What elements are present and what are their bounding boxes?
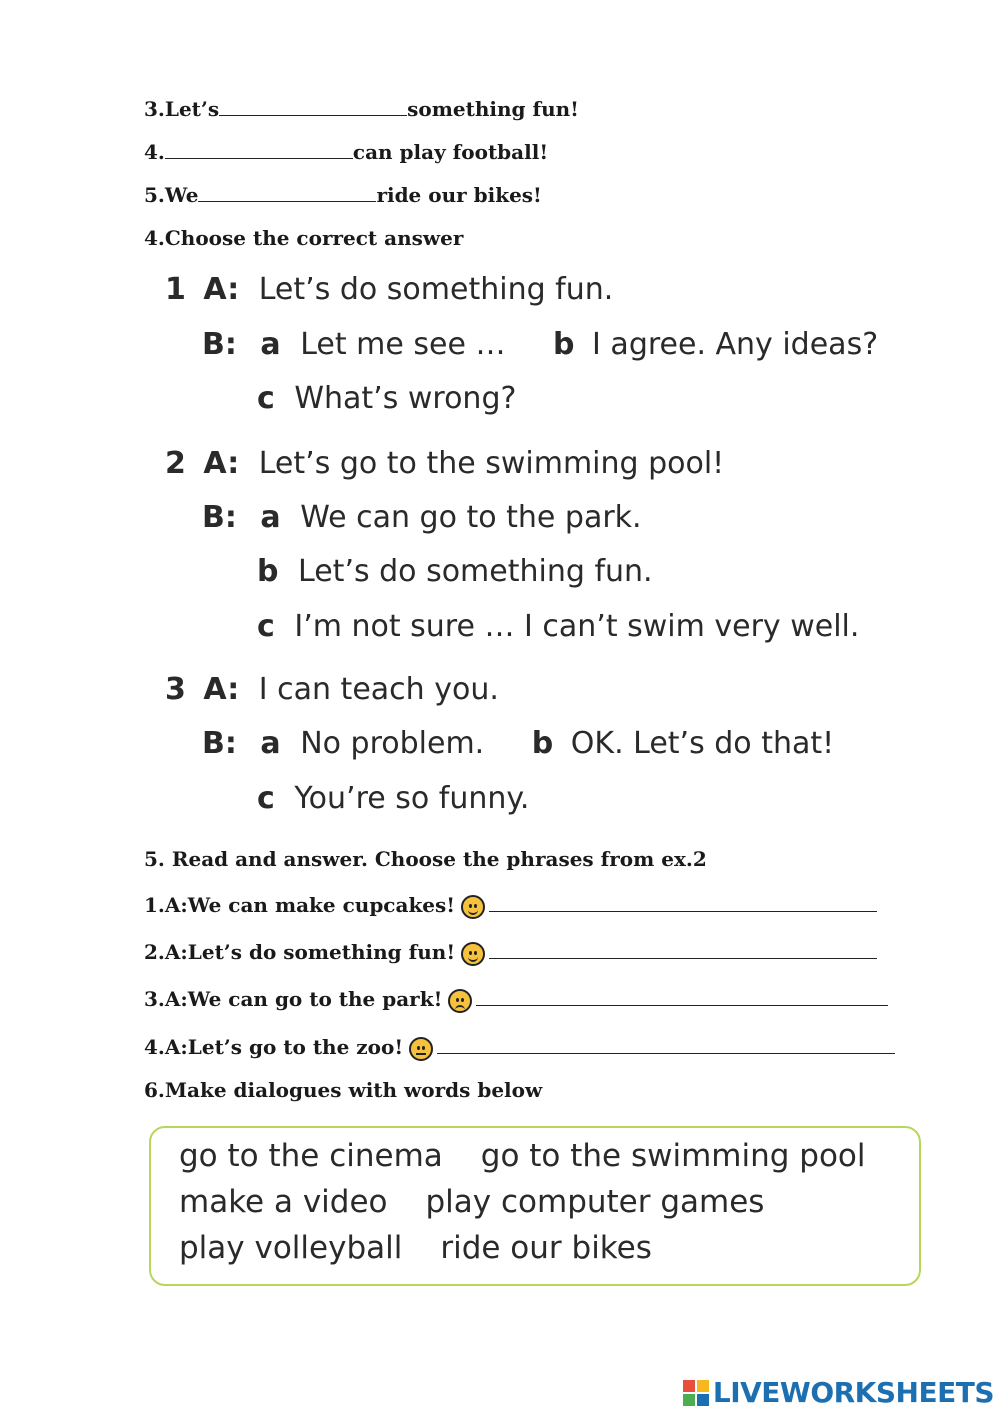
- question-number: 3: [165, 672, 186, 707]
- speaker-b-label: B:: [202, 726, 237, 761]
- fill-in-prefix: 3.Let’s: [144, 97, 220, 121]
- option-text[interactable]: I agree. Any ideas?: [592, 327, 879, 362]
- speaker-a-label: A:: [203, 672, 240, 707]
- question-1-a-line: [165, 272, 613, 307]
- option-letter: a: [260, 327, 281, 362]
- option-text[interactable]: No problem.: [300, 726, 485, 761]
- answer-prompt: 4.A:Let’s go to the zoo!: [144, 1035, 404, 1059]
- option-letter: c: [257, 381, 275, 416]
- neutral-emoji-icon: [409, 1037, 433, 1061]
- option-letter: c: [257, 609, 275, 644]
- option-text[interactable]: OK. Let’s do that!: [570, 726, 835, 761]
- speaker-a-text: Let’s do something fun.: [258, 272, 614, 307]
- option-letter: a: [260, 500, 281, 535]
- word-phrase: make a video: [179, 1184, 388, 1220]
- logo-text: LIVEWORKSHEETS: [712, 1376, 994, 1409]
- option-letter: b: [531, 726, 554, 761]
- option-letter: b: [553, 327, 575, 362]
- question-1-option-c: [257, 381, 516, 416]
- question-1-b-line: [202, 327, 878, 362]
- question-number: 2: [165, 446, 186, 481]
- question-3-b-line: [202, 726, 834, 761]
- question-2-option-b: [257, 554, 653, 589]
- answer-blank[interactable]: [219, 101, 407, 116]
- answer-line-3: [144, 987, 888, 1013]
- answer-prompt: 2.A:Let’s do something fun!: [144, 940, 456, 964]
- speaker-a-text: I can teach you.: [258, 672, 499, 707]
- fill-in-suffix: ride our bikes!: [376, 183, 542, 207]
- speaker-a-label: A:: [203, 272, 240, 307]
- question-2-a-line: [165, 446, 724, 481]
- answer-blank[interactable]: [489, 944, 877, 959]
- word-phrase: go to the cinema: [179, 1138, 443, 1174]
- option-text[interactable]: Let’s do something fun.: [298, 554, 653, 589]
- logo-mark-icon: [683, 1380, 709, 1406]
- option-text[interactable]: You’re so funny.: [294, 781, 530, 816]
- word-phrase: play volleyball: [179, 1230, 403, 1266]
- option-text[interactable]: What’s wrong?: [294, 381, 517, 416]
- speaker-b-label: B:: [202, 327, 237, 362]
- speaker-b-label: B:: [202, 500, 237, 535]
- option-letter: a: [260, 726, 281, 761]
- fill-in-line-4: [144, 140, 548, 164]
- section-6-title: 6.Make dialogues with words below: [144, 1078, 543, 1102]
- question-3-a-line: [165, 672, 499, 707]
- option-letter: b: [257, 554, 279, 589]
- answer-blank[interactable]: [489, 897, 877, 912]
- smile-emoji-icon: [461, 895, 485, 919]
- word-phrase: play computer games: [425, 1184, 765, 1220]
- word-box-row-3: [179, 1230, 652, 1266]
- speaker-a-text: Let’s go to the swimming pool!: [258, 446, 725, 481]
- word-box-row-1: [179, 1138, 866, 1174]
- option-text[interactable]: I’m not sure … I can’t swim very well.: [294, 609, 860, 644]
- smile-emoji-icon: [461, 942, 485, 966]
- word-box: [149, 1126, 921, 1286]
- answer-line-4: [144, 1035, 895, 1061]
- frown-emoji-icon: [448, 989, 472, 1013]
- section-4-title: 4.Choose the correct answer: [144, 226, 464, 250]
- option-text[interactable]: Let me see …: [300, 327, 506, 362]
- liveworksheets-logo: [683, 1376, 994, 1409]
- answer-prompt: 3.A:We can go to the park!: [144, 987, 443, 1011]
- option-text[interactable]: We can go to the park.: [300, 500, 642, 535]
- word-box-row-2: [179, 1184, 764, 1220]
- answer-line-2: [144, 940, 877, 966]
- answer-blank[interactable]: [476, 991, 888, 1006]
- answer-prompt: 1.A:We can make cupcakes!: [144, 893, 456, 917]
- answer-blank[interactable]: [437, 1039, 895, 1054]
- fill-in-suffix: can play football!: [352, 140, 549, 164]
- fill-in-line-5: [144, 183, 542, 207]
- fill-in-line-3: [144, 97, 579, 121]
- question-2-b-line: [202, 500, 642, 535]
- option-letter: c: [257, 781, 275, 816]
- speaker-a-label: A:: [203, 446, 240, 481]
- fill-in-suffix: something fun!: [407, 97, 579, 121]
- question-3-option-c: [257, 781, 529, 816]
- word-phrase: ride our bikes: [440, 1230, 652, 1266]
- answer-blank[interactable]: [165, 144, 353, 159]
- word-phrase: go to the swimming pool: [480, 1138, 866, 1174]
- fill-in-prefix: 4.: [144, 140, 165, 164]
- section-5-title: 5. Read and answer. Choose the phrases from ex.2: [144, 847, 707, 871]
- answer-line-1: [144, 893, 877, 919]
- fill-in-prefix: 5.We: [144, 183, 199, 207]
- question-number: 1: [165, 272, 186, 307]
- question-2-option-c: [257, 609, 859, 644]
- answer-blank[interactable]: [198, 187, 376, 202]
